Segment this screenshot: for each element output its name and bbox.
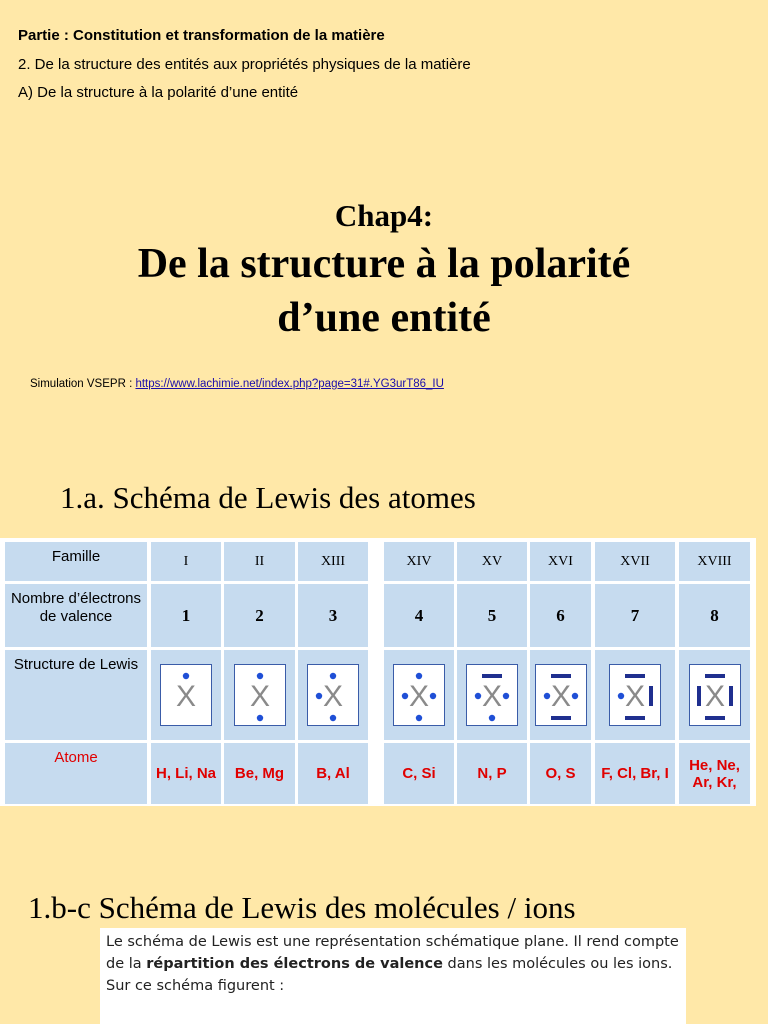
lewis-structure-cell	[151, 650, 221, 740]
electrons-cell	[384, 584, 454, 647]
famille-label: XIV	[406, 553, 432, 569]
lewis-diagram	[536, 665, 586, 725]
lewis-structure-cell	[298, 650, 368, 740]
famille-label: XIII	[320, 553, 346, 569]
atome-cell	[151, 743, 221, 804]
header-subsection: 2. De la structure des entités aux propriétés physiques de la matière	[18, 56, 471, 73]
element-symbol: X	[624, 680, 646, 713]
element-symbol: X	[704, 680, 725, 713]
row-header-label: Atome	[54, 749, 98, 766]
famille-cell	[384, 542, 454, 581]
lewis-diagram	[690, 665, 740, 725]
lewis-diagram-box	[609, 664, 661, 726]
simulation-line	[30, 378, 444, 390]
electron-dot-bottom	[256, 715, 262, 721]
electron-dot-right	[430, 693, 436, 699]
element-symbol: X	[408, 680, 430, 713]
famille-label: II	[254, 553, 265, 569]
simulation-link[interactable]: https://www.lachimie.net/index.php?page=31#.YG3urT86_IU	[135, 378, 444, 390]
electron-dot-top	[416, 673, 422, 679]
electrons-cell	[595, 584, 675, 647]
lewis-diagram-box	[535, 664, 587, 726]
lone-pair-bar-top	[482, 674, 502, 678]
lone-pair-bar-top	[625, 674, 645, 678]
lone-pair-bar-right	[729, 686, 733, 706]
lewis-structure-cell	[530, 650, 591, 740]
electrons-cell	[298, 584, 368, 647]
simulation-label: Simulation VSEPR :	[30, 378, 136, 390]
lewis-structure-cell	[224, 650, 295, 740]
famille-cell	[151, 542, 221, 581]
atome-names: H, Li, Na	[155, 765, 216, 782]
section-title-molecules: 1.b-c Schéma de Lewis des molécules / ions	[28, 890, 576, 925]
lewis-diagram-box	[234, 664, 286, 726]
header-subsubsection: A) De la structure à la polarité d’une entité	[18, 84, 299, 101]
electrons-value: 5	[487, 605, 497, 625]
row-header-nombre	[5, 584, 147, 647]
paragraph-text-1: Le schéma de Lewis est une représentation schématique plane. Il rend compte de la	[106, 934, 679, 972]
chapter-title-line1: De la structure à la polarité	[137, 241, 631, 287]
lewis-diagram-box	[466, 664, 518, 726]
row-header-structure	[5, 650, 147, 740]
atome-cell	[457, 743, 527, 804]
lewis-diagram-box	[307, 664, 359, 726]
famille-cell	[224, 542, 295, 581]
lone-pair-bar-right	[649, 686, 653, 706]
electron-dot-left	[543, 693, 549, 699]
electrons-cell	[530, 584, 591, 647]
electron-dot-bottom	[330, 715, 336, 721]
electrons-value: 1	[181, 605, 191, 625]
electrons-cell	[679, 584, 750, 647]
element-symbol: X	[550, 680, 571, 713]
electron-dot-left	[475, 693, 481, 699]
atome-cell	[384, 743, 454, 804]
famille-label: XVI	[548, 553, 573, 569]
element-symbol: X	[249, 680, 270, 713]
lewis-table	[0, 538, 756, 806]
element-symbol: X	[175, 680, 197, 713]
paragraph-text-3: Sur ce schéma figurent :	[106, 978, 285, 994]
row-header-label: Famille	[51, 548, 101, 565]
electron-dot-left	[316, 693, 322, 699]
electrons-value: 6	[556, 605, 565, 625]
atome-names: F, Cl, Br, I	[601, 765, 669, 782]
atome-cell	[530, 743, 591, 804]
electron-dot-top	[183, 673, 189, 679]
lone-pair-bar-left	[697, 686, 701, 706]
famille-label: XVIII	[697, 553, 732, 569]
famille-label: XVII	[620, 553, 650, 569]
lewis-diagram	[235, 665, 285, 725]
atome-names: N, P	[477, 765, 507, 782]
element-symbol: X	[481, 680, 503, 713]
atome-cell	[595, 743, 675, 804]
famille-cell	[679, 542, 750, 581]
electron-dot-top	[256, 673, 262, 679]
lone-pair-bar-bottom	[551, 716, 571, 720]
electron-dot-left	[618, 693, 624, 699]
electron-dot-top	[330, 673, 336, 679]
electron-dot-right	[571, 693, 577, 699]
electrons-value: 4	[414, 605, 424, 625]
lewis-diagram-box	[160, 664, 212, 726]
atome-names: He, Ne, Ar, Kr,	[689, 756, 740, 791]
lewis-structure-cell	[595, 650, 675, 740]
lewis-diagram	[610, 665, 660, 725]
famille-label: XV	[481, 553, 503, 569]
section-title-atoms: 1.a. Schéma de Lewis des atomes	[60, 480, 476, 515]
electrons-value: 8	[710, 605, 719, 625]
lone-pair-bar-top	[705, 674, 725, 678]
electron-dot-bottom	[416, 715, 422, 721]
electron-dot-right	[503, 693, 509, 699]
lewis-structure-cell	[457, 650, 527, 740]
atome-names: Be, Mg	[234, 765, 285, 782]
lewis-diagram-box	[393, 664, 445, 726]
electrons-cell	[457, 584, 527, 647]
electrons-value: 3	[328, 605, 338, 625]
electrons-value: 7	[630, 605, 640, 625]
famille-cell	[457, 542, 527, 581]
electron-dot-bottom	[489, 715, 495, 721]
chapter-title-line2: d’une entité	[277, 295, 491, 341]
famille-cell	[298, 542, 368, 581]
header-partie: Partie : Constitution et transformation de la matière	[18, 27, 385, 44]
atome-names: C, Si	[402, 765, 436, 782]
lewis-diagram	[161, 665, 211, 725]
row-header-famille	[5, 542, 147, 581]
lone-pair-bar-bottom	[705, 716, 725, 720]
electrons-cell	[151, 584, 221, 647]
lewis-diagram	[394, 665, 444, 725]
chapter-label: Chap4:	[334, 198, 434, 233]
atome-names: O, S	[545, 765, 576, 782]
definition-paragraph	[100, 928, 686, 1024]
element-symbol: X	[322, 680, 344, 713]
electrons-value: 2	[255, 605, 264, 625]
electrons-cell	[224, 584, 295, 647]
paragraph-bold: répartition des électrons de valence	[146, 956, 443, 972]
lewis-diagram	[308, 665, 358, 725]
atome-cell	[224, 743, 295, 804]
paragraph-text-2: dans les molécules ou les ions.	[442, 956, 673, 972]
lewis-diagram-box	[689, 664, 741, 726]
famille-cell	[530, 542, 591, 581]
atome-names: B, Al	[316, 765, 350, 782]
atome-cell	[679, 743, 750, 804]
lone-pair-bar-top	[551, 674, 571, 678]
famille-label: I	[183, 553, 189, 569]
lewis-structure-cell	[679, 650, 750, 740]
atome-cell	[298, 743, 368, 804]
row-header-label: Nombre d’électrons de valence	[10, 590, 142, 625]
row-header-label: Structure de Lewis	[13, 656, 139, 673]
lewis-structure-cell	[384, 650, 454, 740]
famille-cell	[595, 542, 675, 581]
electron-dot-left	[402, 693, 408, 699]
lone-pair-bar-bottom	[625, 716, 645, 720]
lewis-diagram	[467, 665, 517, 725]
row-header-atome	[5, 743, 147, 804]
